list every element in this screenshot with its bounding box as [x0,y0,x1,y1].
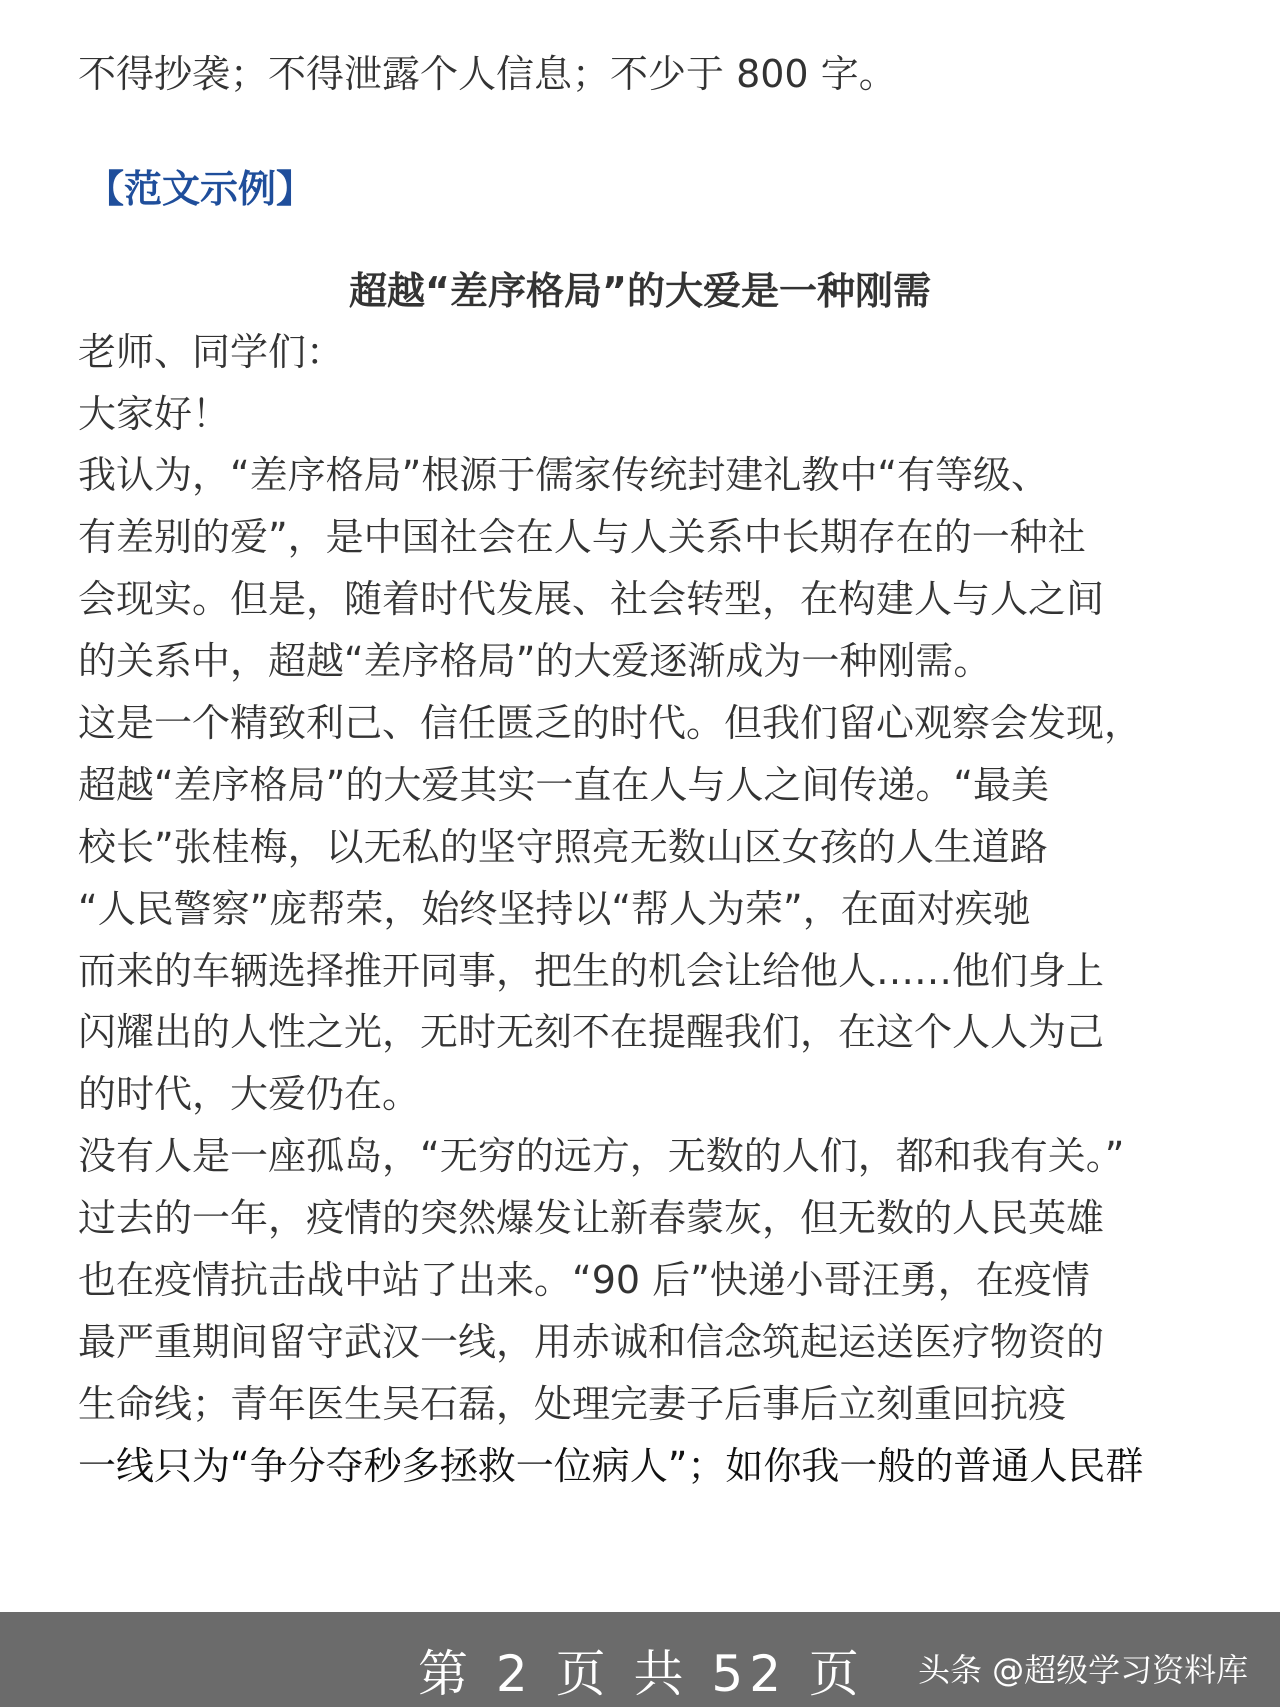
essay-title: 超越“差序格局”的大爱是一种刚需 [349,269,931,313]
body-line: 闪耀出的人性之光，无时无刻不在提醒我们，在这个人人为己 [78,1010,1105,1054]
body-line: 会现实。但是，随着时代发展、社会转型，在构建人与人之间 [78,577,1105,621]
body-line: 这是一个精致利己、信任匮乏的时代。但我们留心观察会发现， [78,701,1143,745]
body-line: 生命线；青年医生吴石磊，处理完妻子后事后立刻重回抗疫 [78,1382,1067,1426]
body-line: 的时代，大爱仍在。 [78,1072,421,1116]
body-line: 而来的车辆选择推开同事，把生的机会让给他人……他们身上 [78,949,1105,993]
body-line: 没有人是一座孤岛，“无穷的远方，无数的人们，都和我有关。” [78,1134,1125,1178]
body-line: 最严重期间留守武汉一线，用赤诚和信念筑起运送医疗物资的 [78,1320,1105,1364]
section-title: 【范文示例】 [86,167,315,211]
body-line: 校长”张桂梅，以无私的坚守照亮无数山区女孩的人生道路 [78,825,1048,869]
body-line: 过去的一年，疫情的突然爆发让新春蒙灰，但无数的人民英雄 [78,1196,1105,1240]
page-footer [0,1612,1280,1707]
body-line: 也在疫情抗击战中站了出来。“90 后”快递小哥汪勇，在疫情 [78,1258,1090,1302]
body-line: “人民警察”庞帮荣，始终坚持以“帮人为荣”，在面对疾驰 [78,887,1031,931]
body-line: 一线只为“争分夺秒多拯救一位病人”；如你我一般的普通人民群 [78,1444,1144,1488]
source-watermark: 头条 @超级学习资料库 [918,1651,1249,1689]
intro-line: 不得抄袭；不得泄露个人信息；不少于 800 字。 [78,52,897,96]
body-line: 有差别的爱”，是中国社会在人与人关系中长期存在的一种社 [78,515,1086,559]
body-line: 超越“差序格局”的大爱其实一直在人与人之间传递。“最美 [78,763,1050,807]
body-line: 老师、同学们： [78,330,345,374]
page-number-label: 第 2 页 共 52 页 [418,1645,865,1703]
body-line: 大家好！ [78,392,231,436]
body-line: 的关系中，超越“差序格局”的大爱逐渐成为一种刚需。 [78,639,992,683]
body-line: 我认为，“差序格局”根源于儒家传统封建礼教中“有等级、 [78,453,1050,497]
